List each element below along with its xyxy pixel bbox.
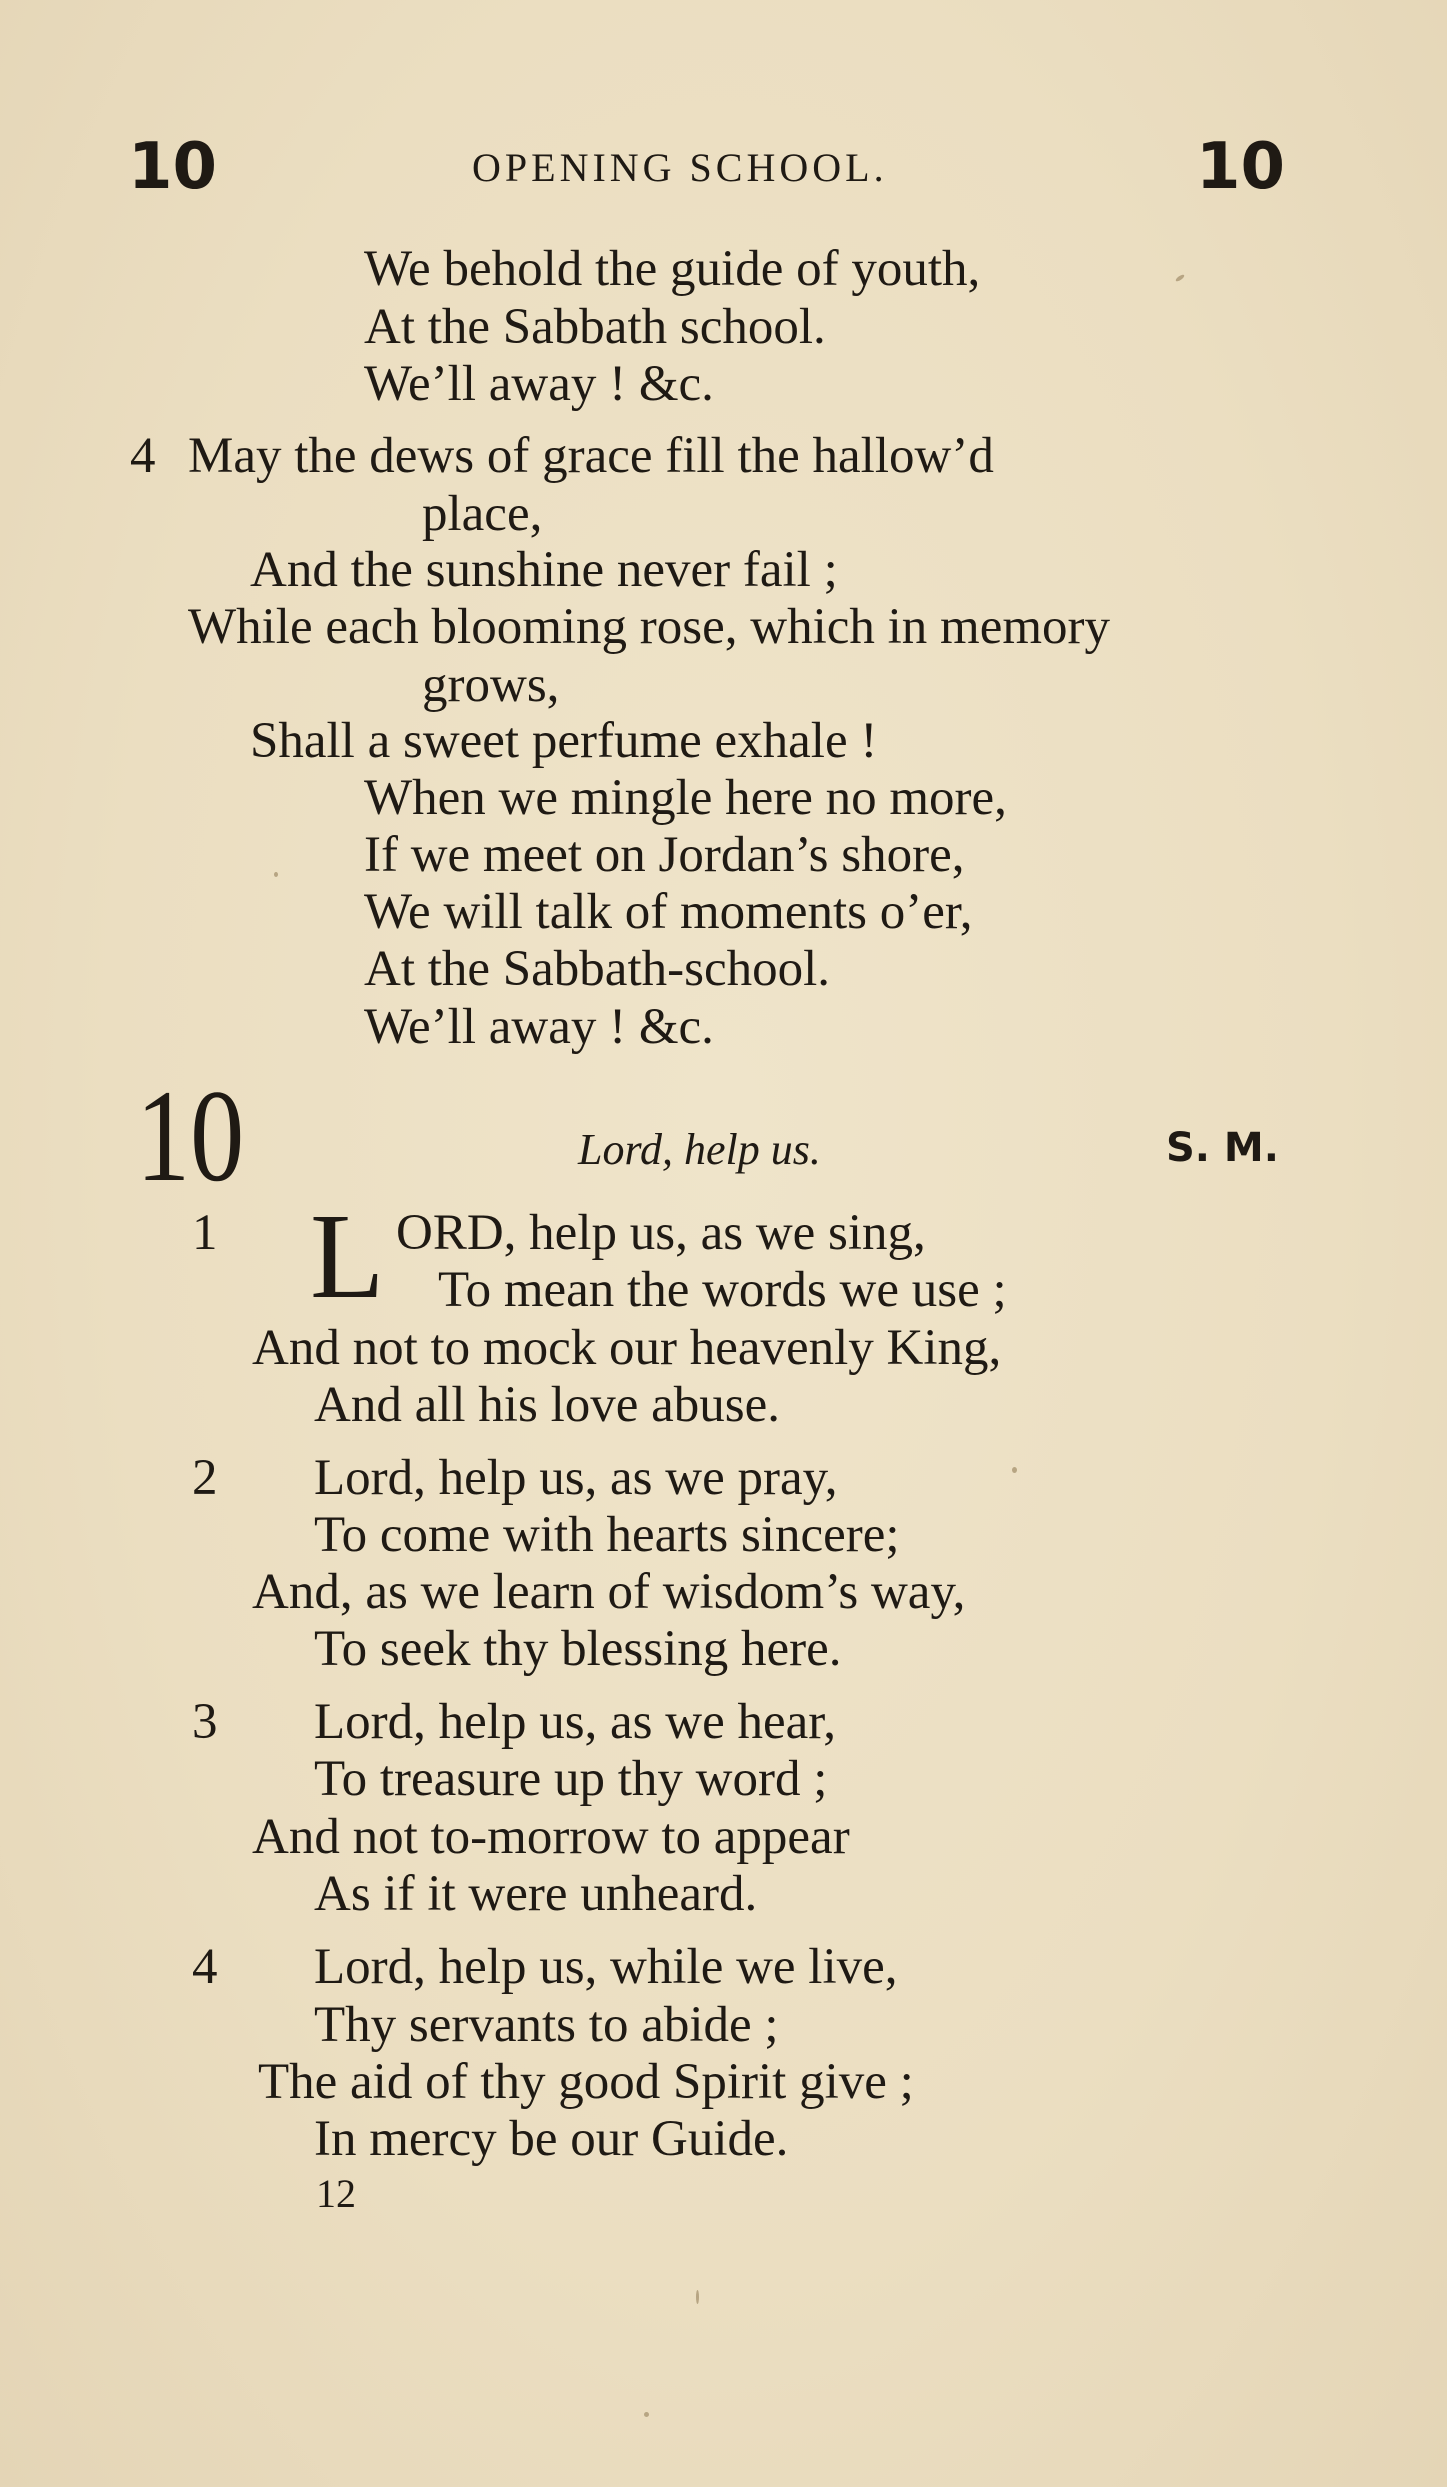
verse-line: To treasure up thy word ; [314, 1751, 828, 1807]
verse-line: And not to mock our heavenly King, [252, 1320, 1002, 1376]
verse-line: If we meet on Jordan’s shore, [364, 827, 965, 883]
paper-speck [696, 2290, 699, 2304]
verse-line: Lord, help us, as we pray, [314, 1450, 838, 1506]
verse-line: And the sunshine never fail ; [250, 542, 838, 598]
verse-line: ORD, help us, as we sing, [396, 1205, 926, 1261]
verse-line: When we mingle here no more, [364, 770, 1007, 826]
verse-line: The aid of thy good Spirit give ; [258, 2054, 914, 2110]
stanza-number: 3 [192, 1694, 218, 1750]
signature-mark: 12 [316, 2171, 356, 2216]
stanza-number: 2 [192, 1450, 218, 1506]
verse-line: And all his love abuse. [314, 1377, 780, 1433]
verse-line: Lord, help us, as we hear, [314, 1694, 836, 1750]
verse-line: Thy servants to abide ; [314, 1997, 779, 2053]
verse-line: And, as we learn of wisdom’s way, [252, 1564, 966, 1620]
page-number-left: 10 [128, 130, 218, 204]
verse-line: May the dews of grace fill the hallow’d [188, 428, 994, 484]
verse-line: We’ll away ! &c. [364, 999, 714, 1055]
hymn-title: Lord, help us. [578, 1125, 821, 1174]
verse-line: We’ll away ! &c. [364, 356, 714, 412]
verse-line: Lord, help us, while we live, [314, 1939, 898, 1995]
stanza-number: 4 [130, 428, 156, 484]
hymn-number: 10 [136, 1062, 245, 1209]
verse-line: We behold the guide of youth, [364, 241, 981, 297]
verse-line: At the Sabbath school. [364, 299, 826, 355]
paper-speck [644, 2412, 649, 2417]
verse-line: To seek thy blessing here. [314, 1621, 842, 1677]
verse-line: Shall a sweet perfume exhale ! [250, 713, 878, 769]
verse-line: We will talk of moments o’er, [364, 884, 973, 940]
stanza-number: 1 [192, 1205, 218, 1261]
paper-speck [274, 872, 278, 877]
verse-line: To come with hearts sincere; [314, 1507, 900, 1563]
verse-line: To mean the words we use ; [438, 1262, 1007, 1318]
verse-line: grows, [422, 657, 560, 713]
verse-line: As if it were unheard. [314, 1866, 758, 1922]
verse-line: In mercy be our Guide. [314, 2111, 789, 2167]
verse-line: place, [422, 486, 543, 542]
verse-line: And not to-morrow to appear [252, 1809, 850, 1865]
stanza-number: 4 [192, 1939, 218, 1995]
verse-line: While each blooming rose, which in memory [188, 599, 1111, 655]
page-number-right: 10 [1196, 130, 1286, 204]
verse-line: At the Sabbath-school. [364, 941, 830, 997]
hymn-meter: S. M. [1166, 1125, 1279, 1171]
drop-cap: L [310, 1189, 385, 1324]
running-title: OPENING SCHOOL. [472, 145, 888, 190]
paper-speck [1012, 1467, 1017, 1473]
